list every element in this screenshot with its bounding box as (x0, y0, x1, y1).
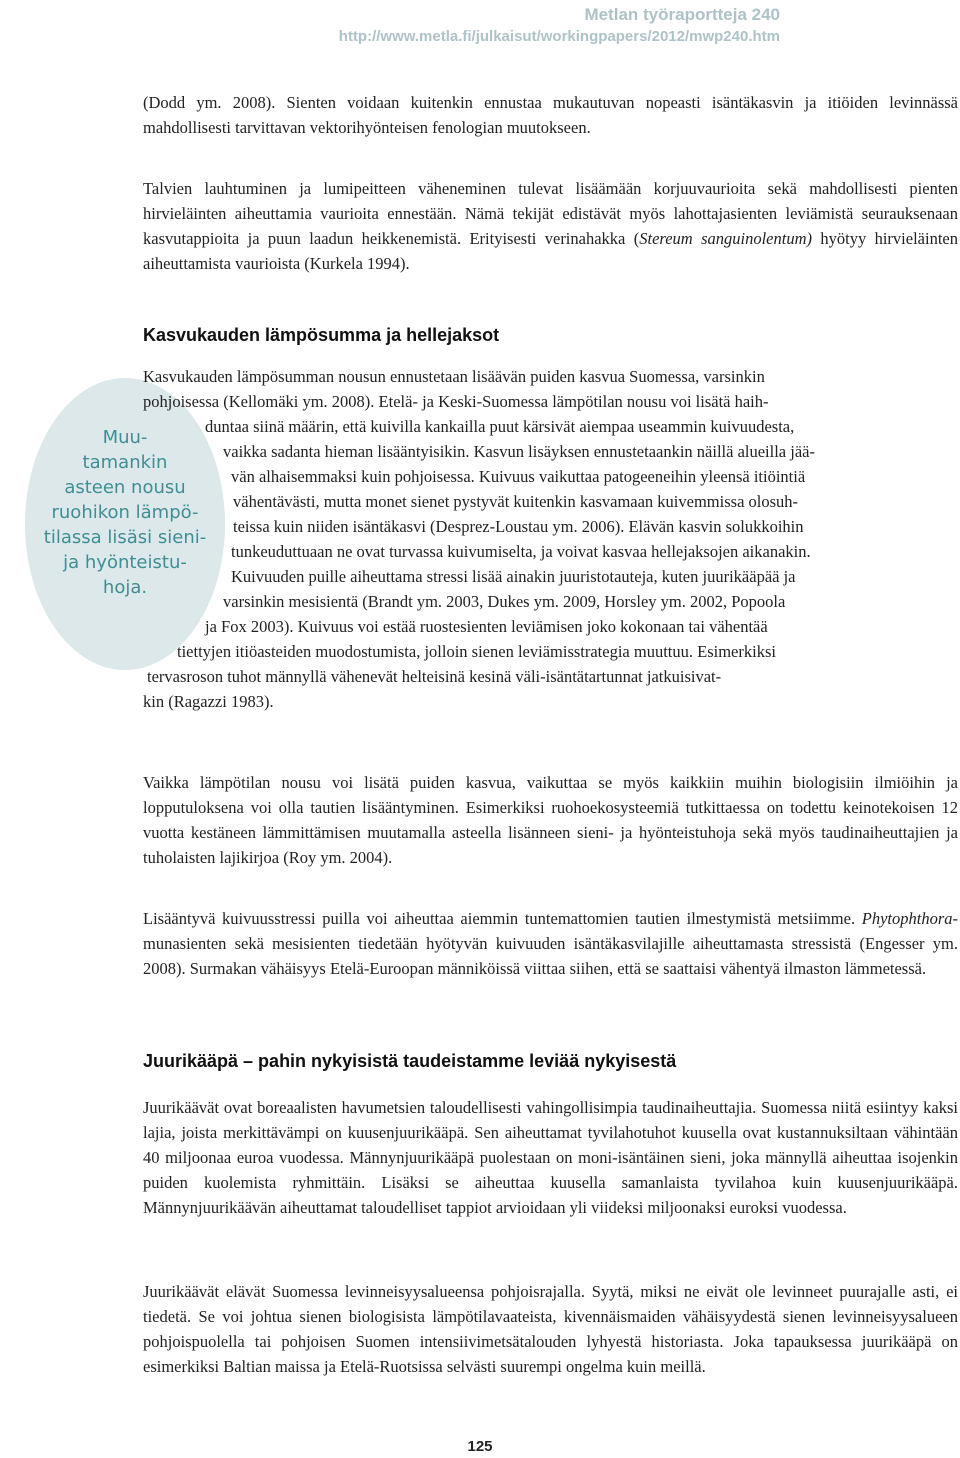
paragraph-6-block (143, 1095, 958, 1220)
paragraph-3-line: tervasroson tuhot männyllä vähenevät helteisinä kesinä väli-isäntätartunnat jatkuisivat- (147, 667, 722, 686)
paragraph-3-line: teissa kuin niiden isäntäkasvi (Desprez-Loustau ym. 2006). Elävän kasvin solukkoihin (233, 517, 804, 536)
paragraph-6: Juurikäävät ovat boreaalisten havumetsien taloudellisesti vahingollisimpia taudinaiheuttajia. Suomessa niitä esiintyy kaksi lajia, joista merkittävämpi on kuusenjuurikääpä. Sen aiheuttamat tyvilahotuhot kuusella ovat kustannuksiltaan vähintään 40 miljoonaa euroa vuodessa. Männynjuurikääpä puolestaan on moni-isäntäinen sieni, joka männyllä aiheuttaa isojenkin puiden kuolemista ryhmittäin. Lisäksi se aiheuttaa kuusella samanlaista tyvilahoa kuin kuusenjuurikääpä. Männynjuurikäävän aiheuttamat taloudelliset tappiot arvioidaan yli viideksi miljoonaksi euroksi vuodessa. (143, 1098, 958, 1217)
pull-quote-line: tamankin (82, 452, 168, 473)
paragraph-2-text-b: hyötyy hirvieläinten aiheuttamista vaurioista (Kurkela 1994). (143, 229, 958, 273)
paragraph-3-line: vähentävästi, mutta monet sienet pystyvät kuitenkin kasvamaan kuivemmissa olosuh- (233, 492, 799, 511)
paragraph-3-line: Kasvukauden lämpösumman nousun ennustetaan lisäävän puiden kasvua Suomessa, varsinkin (143, 367, 765, 386)
report-url[interactable]: http://www.metla.fi/julkaisut/workingpapers/2012/mwp240.htm (338, 28, 780, 45)
pull-quote-line: ja hyönteistu- (63, 552, 187, 573)
paragraph-5-genus: Phytophthora (861, 909, 953, 928)
paragraph-1: (Dodd ym. 2008). Sienten voidaan kuitenkin ennustaa mukautuvan nopeasti isäntäkasvin ja itiöiden levinnässä mahdollisesti tarvittavan vektorihyönteisen fenologian muutokseen. (143, 93, 958, 137)
paragraph-7-block (143, 1279, 958, 1379)
pull-quote-line: hoja. (102, 577, 148, 598)
running-header (339, 4, 780, 48)
paragraph-3-line: tunkeuduttuaan ne ovat turvassa kuivumiselta, ja voivat kasvaa hellejaksojen aikanakin. (231, 542, 811, 561)
paragraph-3-line: vaikka sadanta hieman lisääntyisikin. Kasvun lisäyksen ennustetaankin näillä alueilla jää- (223, 442, 815, 461)
paragraph-2-text-a: Talvien lauhtuminen ja lumipeitteen väheneminen tulevat lisäämään korjuuvaurioita sekä mahdollisesti pienten hirvieläinten aiheuttamia vaurioita ennestään. Nämä tekijät edistävät myös lahottajasienten leviämistä seurauksenaan kasvutappioita ja puun laadun heikkenemistä. Erityisesti verinahakka ( (143, 179, 958, 248)
pull-quote-line: ruohikon lämpö- (51, 502, 199, 523)
section-heading-heat-sum: Kasvukauden lämpösumma ja hellejaksot (143, 325, 500, 345)
paragraph-5-text-a: Lisääntyvä kuivuusstressi puilla voi aiheuttaa aiemmin tuntemattomien tautien ilmestymistä metsiimme. (143, 909, 862, 928)
paragraph-5 (143, 906, 958, 981)
paragraph-2-species: Stereum sanguinolentum) (639, 229, 812, 248)
page-number: 125 (467, 1438, 493, 1455)
paragraph-2-block (143, 176, 958, 276)
pull-quote-line: asteen nousu (64, 477, 186, 498)
paragraph-2 (143, 176, 958, 276)
paragraph-5-text-b: -munasienten sekä mesisienten tiedetään hyötyvän kuivuuden isäntäkasvilajille aiheuttamasta stressistä (Engesser ym. 2008). Surmakan vähäisyys Etelä-Euroopan männiköissä viittaa siihen, että se saattaisi vähentyä ilmaston lämmetessä. (143, 909, 958, 978)
paragraph-3-line: pohjoisessa (Kellomäki ym. 2008). Etelä- ja Keski-Suomessa lämpötilan nousu voi lisätä haih- (143, 392, 769, 411)
paragraph-5-block (143, 906, 958, 981)
paragraph-4: Vaikka lämpötilan nousu voi lisätä puiden kasvua, vaikuttaa se myös kaikkiin muihin biologisiin ilmiöihin ja lopputuloksena voi olla tautien lisääntyminen. Esimerkiksi ruohoekosysteemiä tutkittaessa on todettu keinotekoisen 12 vuotta kestäneen lämmittämisen muutamalla asteella lisänneen sieni- ja hyönteistuhoja sekä myös taudinaiheuttajien ja tuholaisten lajikirjoa (Roy ym. 2004). (143, 773, 958, 867)
paragraph-7: Juurikäävät elävät Suomessa levinneisyysalueensa pohjoisrajalla. Syytä, miksi ne eivät ole levinneet puurajalle asti, ei tiedetä. Se voi johtua sienen biologisista lämpötilavaateista, kivennäismaiden vähäisyydestä sienen levinneisyysalueen pohjoispuolella tai pohjoisen Suomen intensiivimetsätalouden lyhyestä historiasta. Joka tapauksessa juurikääpä on esimerkiksi Baltian maissa ja Etelä-Ruotsissa selvästi suurempi ongelma kuin meillä. (143, 1282, 958, 1376)
paragraph-3-line: ja Fox 2003). Kuivuus voi estää ruostesienten leviämisen joko kokonaan tai vähentää (205, 617, 768, 636)
paragraph-3-line: Kuivuuden puille aiheuttama stressi lisää ainakin juuristotauteja, kuten juurikääpää ja (231, 567, 796, 586)
paragraph-1-block (143, 90, 958, 140)
paragraph-3-line: kin (Ragazzi 1983). (143, 692, 274, 711)
paragraph-3-line: vän alhaisemmaksi kuin pohjoisessa. Kuivuus vaikuttaa patogeeneihin yleensä itiöintiä (231, 467, 806, 486)
paragraph-3-line: duntaa siinä määrin, että kuivilla kankailla puut kärsivät aiempaa useammin kuivuudesta, (205, 417, 795, 436)
paragraph-3-line: tiettyjen itiöasteiden muodostumista, jolloin sienen leviämisstrategia muuttuu. Esimerkiksi (177, 642, 776, 661)
section-heading-root-rot: Juurikääpä – pahin nykyisistä taudeistamme leviää nykyisestä (143, 1051, 677, 1071)
paragraph-4-block (143, 770, 958, 870)
paragraph-3-line: varsinkin mesisientä (Brandt ym. 2003, Dukes ym. 2009, Horsley ym. 2002, Popoola (223, 592, 786, 611)
report-series-title: Metlan työraportteja 240 (584, 5, 780, 24)
pull-quote-line: Muu- (102, 427, 148, 448)
pull-quote-line: tilassa lisäsi sieni- (43, 527, 207, 548)
paragraph-3-wrapped (143, 364, 958, 714)
